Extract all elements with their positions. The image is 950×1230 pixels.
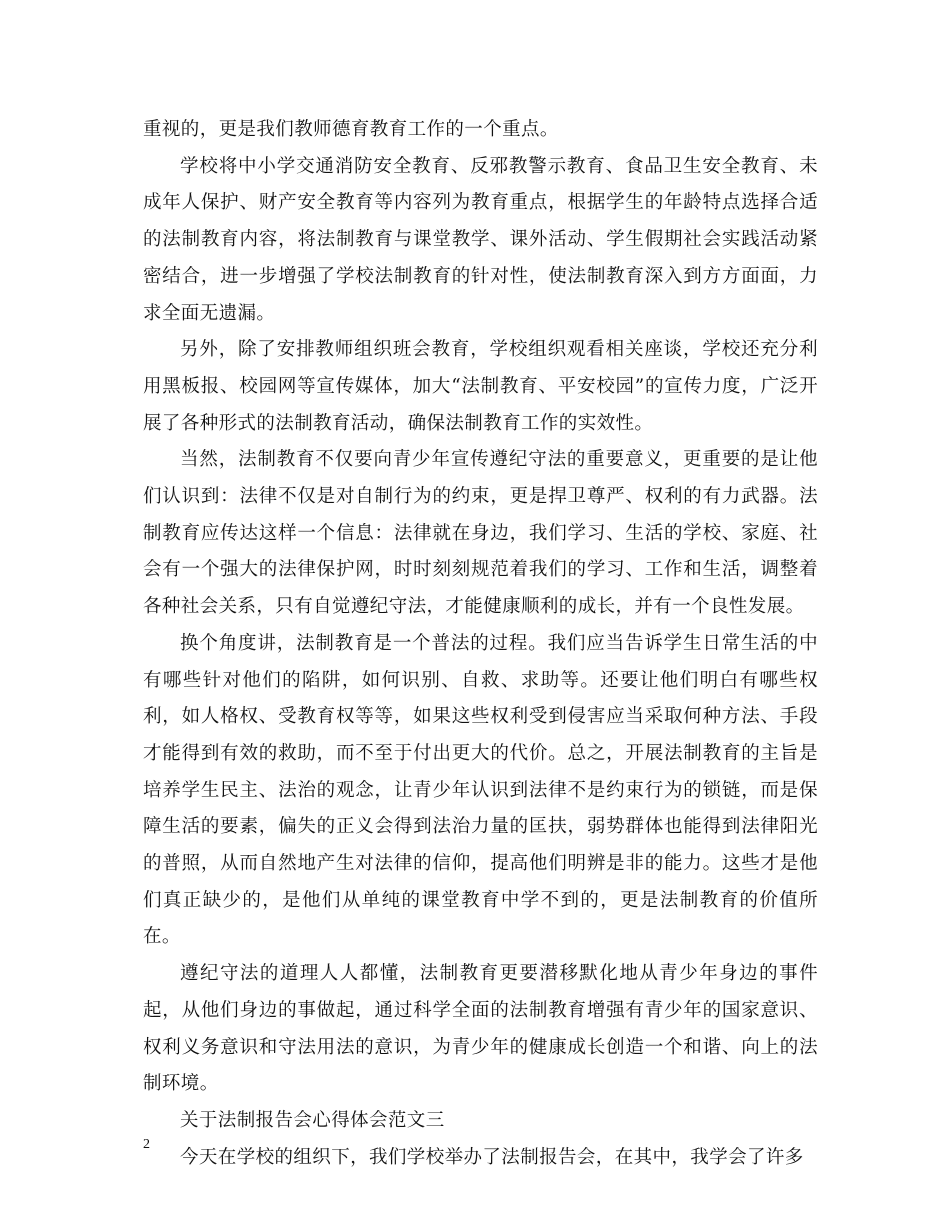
page-number: 2 [143, 1137, 150, 1152]
document-body [143, 112, 818, 1176]
paragraph-publicity: 另外，除了安排教师组织班会教育，学校组织观看相关座谈，学校还充分利用黑板报、校园网等宣传媒体，加大“法制教育、平安校园”的宣传力度，广泛开展了各种形式的法制教育活动，确保法制教育工作的实效性。 [143, 339, 818, 434]
paragraph-section-three-start: 今天在学校的组织下，我们学校举办了法制报告会，在其中，我学会了许多 [180, 1146, 804, 1168]
paragraph-conclusion: 遵纪守法的道理人人都懂，法制教育更要潜移默化地从青少年身边的事件起，从他们身边的事做起，通过科学全面的法制教育增强有青少年的国家意识、权利义务意识和守法用法的意识，为青少年的健康成长创造一个和谐、向上的法制环境。 [143, 963, 818, 1095]
paragraph-continuation: 重视的，更是我们教师德育教育工作的一个重点。 [143, 119, 559, 140]
section-heading: 关于法制报告会心得体会范文三 [180, 1109, 445, 1131]
paragraph-law-awareness: 当然，法制教育不仅要向青少年宣传遵纪守法的重要意义，更重要的是让他们认识到：法律不仅是对自制行为的约束，更是捍卫尊严、权利的有力武器。法制教育应传达这样一个信息：法律就在身边，我们学习、生活的学校、家庭、社会有一个强大的法律保护网，时时刻刻规范着我们的学习、工作和生活，调整着各种社会关系，只有自觉遵纪守法，才能健康顺利的成长，并有一个良性发展。 [143, 449, 818, 618]
paragraph-safety-education: 学校将中小学交通消防安全教育、反邪教警示教育、食品卫生安全教育、未成年人保护、财产安全教育等内容列为教育重点，根据学生的年龄特点选择合适的法制教育内容，将法制教育与课堂教学、课外活动、学生假期社会实践活动紧密结合，进一步增强了学校法制教育的针对性，使法制教育深入到方方面面，力求全面无遗漏。 [143, 155, 818, 324]
paragraph-legal-popularization: 换个角度讲，法制教育是一个普法的过程。我们应当告诉学生日常生活的中有哪些针对他们的陷阱，如何识别、自救、求助等。还要让他们明白有哪些权利，如人格权、受教育权等等，如果这些权利受到侵害应当采取何种方法、手段才能得到有效的救助，而不至于付出更大的代价。总之，开展法制教育的主旨是培养学生民主、法治的观念，让青少年认识到法律不是约束行为的锁链，而是保障生活的要素，偏失的正义会得到法治力量的匡扶，弱势群体也能得到法律阳光的普照，从而自然地产生对法律的信仰，提高他们明辨是非的能力。这些才是他们真正缺少的，是他们从单纯的课堂教育中学不到的，更是法制教育的价值所在。 [143, 632, 818, 948]
